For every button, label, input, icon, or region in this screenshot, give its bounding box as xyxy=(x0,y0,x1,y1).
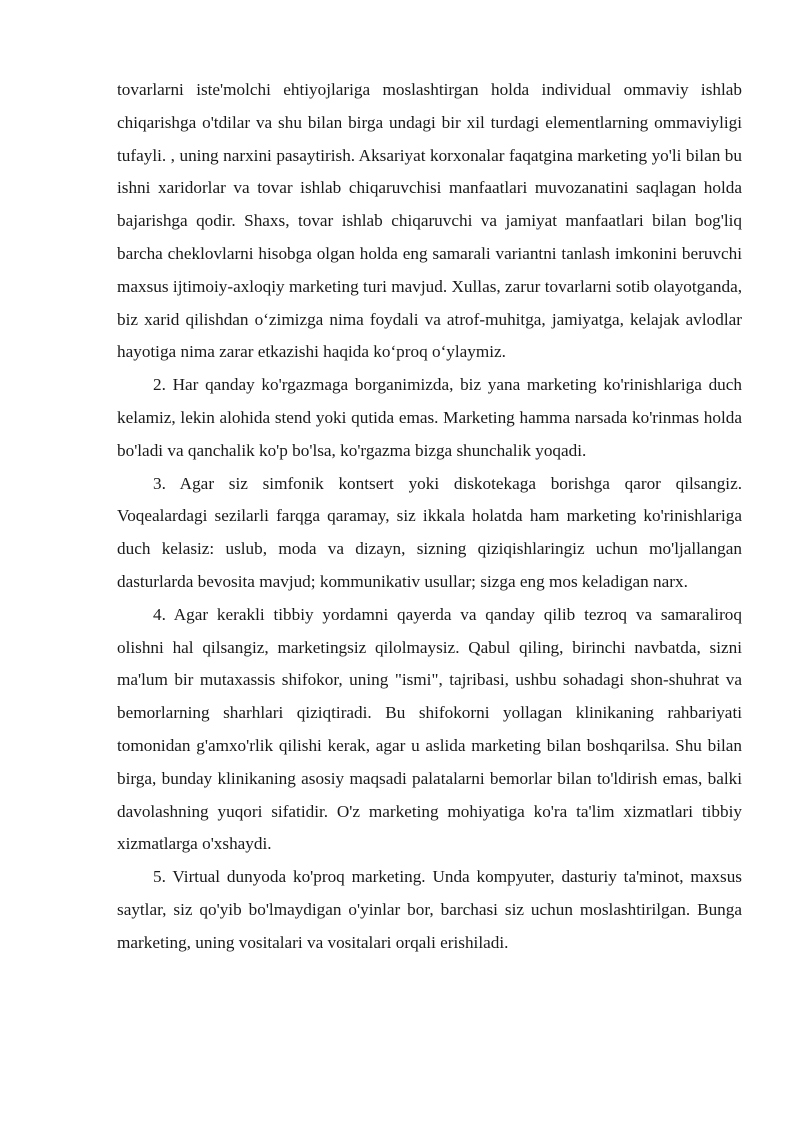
paragraph-item-4: 4. Agar kerakli tibbiy yordamni qayerda va qanday qilib tezroq va samaraliroq olishni hal qilsangiz, marketingsiz qilolmaysiz. Qabul qiling, birinchi navbatda, sizni ma'lum bir mutaxassis shifokor, uning "ismi", tajribasi, ushbu sohadagi shon-shuhrat va bemorlarning sharhlari qiziqtiradi. Bu shifokorni yollagan klinikaning rahbariyati tomonidan g'amxo'rlik qilishi kerak, agar u aslida marketing bilan boshqarilsa. Shu bilan birga, bunday klinikaning asosiy maqsadi palatalarni bemorlar bilan to'ldirish emas, balki davolashning yuqori sifatidir. O'z marketing mohiyatiga ko'ra ta'lim xizmatlari tibbiy xizmatlarga o'xshaydi. xyxy=(117,604,742,854)
paragraph-item-5: 5. Virtual dunyoda ko'proq marketing. Unda kompyuter, dasturiy ta'minot, maxsus saytlar, siz qo'yib bo'lmaydigan o'yinlar bor, barchasi siz uchun moslashtirilgan. Bunga marketing, uning vositalari va vositalari orqali erishiladi. xyxy=(117,867,742,952)
paragraph-continuation: tovarlarni iste'molchi ehtiyojlariga moslashtirgan holda individual ommaviy ishlab chiqarishga o'tdilar va shu bilan birga undagi bir xil turdagi elementlarning ommaviyligi tufayli. , uning narxini pasaytirish. Aksariyat korxonalar faqatgina marketing yo'li bilan bu ishni xaridorlar va tovar ishlab chiqaruvchisi manfaatlari muvozanatini saqlagan holda bajarishga qodir. Shaxs, tovar ishlab chiqaruvchi va jamiyat manfaatlari bilan bog'liq barcha cheklovlarni hisobga olgan holda eng samarali variantni tanlash imkonini beruvchi maxsus ijtimoiy-axloqiy marketing turi mavjud. Xullas, zarur tovarlarni sotib olayotganda, biz xarid qilishdan o‘zimizga nima foydali va atrof-muhitga, jamiyatga, kelajak avlodlar hayotiga nima zarar etkazishi haqida ko‘proq o‘ylaymiz. xyxy=(117,80,742,362)
document-body xyxy=(117,74,742,960)
paragraph-item-3: 3. Agar siz simfonik kontsert yoki diskotekaga borishga qaror qilsangiz. Voqealardagi sezilarli farqga qaramay, siz ikkala holatda ham marketing ko'rinishlariga duch kelasiz: uslub, moda va dizayn, sizning qiziqishlaringiz uchun mo'ljallangan dasturlarda bevosita mavjud; kommunikativ usullar; sizga eng mos keladigan narx. xyxy=(117,473,742,591)
paragraph-item-2: 2. Har qanday ko'rgazmaga borganimizda, biz yana marketing ko'rinishlariga duch kelamiz, lekin alohida stend yoki qutida emas. Marketing hamma narsada ko'rinmas holda bo'ladi va qanchalik ko'p bo'lsa, ko'rgazma bizga shunchalik yoqadi. xyxy=(117,375,742,460)
